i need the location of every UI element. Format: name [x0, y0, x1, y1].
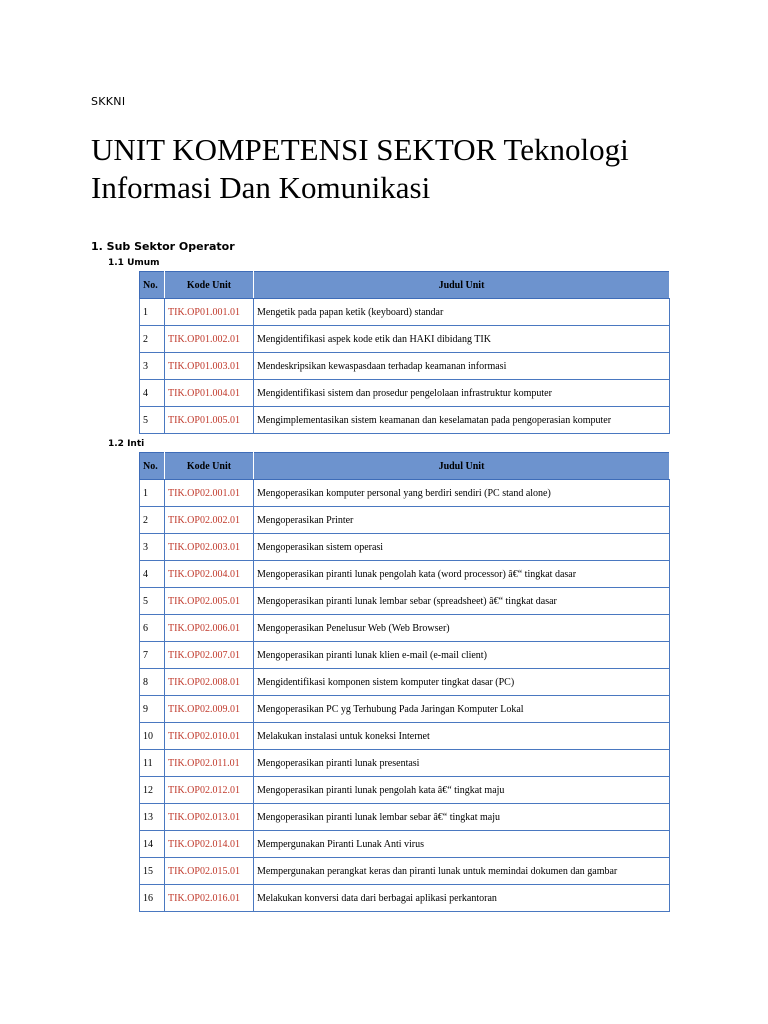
- table-row: [140, 407, 670, 434]
- table-row: [140, 534, 670, 561]
- cell-no: 11: [140, 750, 165, 777]
- subsection-heading-umum: 1.1 Umum: [108, 258, 160, 268]
- cell-no: 2: [140, 507, 165, 534]
- cell-judul-unit: Mengoperasikan piranti lunak pengolah kata (word processor) â€“ tingkat dasar: [254, 561, 670, 588]
- column-header-judul: Judul Unit: [254, 453, 670, 480]
- table-row: [140, 615, 670, 642]
- table-row: [140, 831, 670, 858]
- table-row: [140, 480, 670, 507]
- cell-judul-unit: Mengoperasikan PC yg Terhubung Pada Jaringan Komputer Lokal: [254, 696, 670, 723]
- table-row: [140, 507, 670, 534]
- cell-no: 1: [140, 480, 165, 507]
- cell-kode-unit: TIK.OP02.012.01: [165, 777, 254, 804]
- subsection-heading-inti: 1.2 Inti: [108, 439, 145, 449]
- cell-no: 13: [140, 804, 165, 831]
- table-row: [140, 777, 670, 804]
- cell-kode-unit: TIK.OP02.003.01: [165, 534, 254, 561]
- cell-kode-unit: TIK.OP02.004.01: [165, 561, 254, 588]
- cell-no: 15: [140, 858, 165, 885]
- cell-judul-unit: Mengoperasikan sistem operasi: [254, 534, 670, 561]
- cell-judul-unit: Mengoperasikan Penelusur Web (Web Browser): [254, 615, 670, 642]
- cell-judul-unit: Mengoperasikan Printer: [254, 507, 670, 534]
- cell-judul-unit: Mengimplementasikan sistem keamanan dan keselamatan pada pengoperasian komputer: [254, 407, 670, 434]
- table-row: [140, 353, 670, 380]
- cell-judul-unit: Mempergunakan Piranti Lunak Anti virus: [254, 831, 670, 858]
- cell-no: 3: [140, 353, 165, 380]
- table-row: [140, 750, 670, 777]
- cell-no: 6: [140, 615, 165, 642]
- units-table-inti: [139, 452, 670, 912]
- cell-kode-unit: TIK.OP01.002.01: [165, 326, 254, 353]
- table-row: [140, 588, 670, 615]
- table-row: [140, 885, 670, 912]
- cell-judul-unit: Mempergunakan perangkat keras dan piranti lunak untuk memindai dokumen dan gambar: [254, 858, 670, 885]
- brand-label: SKKNI: [91, 95, 126, 108]
- cell-judul-unit: Mengidentifikasi komponen sistem komputer tingkat dasar (PC): [254, 669, 670, 696]
- table-row: [140, 858, 670, 885]
- column-header-no: No.: [140, 272, 165, 299]
- cell-no: 1: [140, 299, 165, 326]
- column-header-judul: Judul Unit: [254, 272, 670, 299]
- cell-judul-unit: Mengoperasikan piranti lunak pengolah kata â€“ tingkat maju: [254, 777, 670, 804]
- cell-kode-unit: TIK.OP02.007.01: [165, 642, 254, 669]
- cell-no: 14: [140, 831, 165, 858]
- table-row: [140, 669, 670, 696]
- table-row: [140, 299, 670, 326]
- table-row: [140, 723, 670, 750]
- section-heading: 1. Sub Sektor Operator: [91, 240, 235, 253]
- cell-judul-unit: Melakukan instalasi untuk koneksi Internet: [254, 723, 670, 750]
- cell-judul-unit: Mengoperasikan piranti lunak presentasi: [254, 750, 670, 777]
- cell-kode-unit: TIK.OP02.016.01: [165, 885, 254, 912]
- column-header-kode: Kode Unit: [165, 272, 254, 299]
- cell-no: 5: [140, 588, 165, 615]
- cell-kode-unit: TIK.OP02.013.01: [165, 804, 254, 831]
- cell-kode-unit: TIK.OP01.003.01: [165, 353, 254, 380]
- table-row: [140, 561, 670, 588]
- table-row: [140, 326, 670, 353]
- table-row: [140, 804, 670, 831]
- cell-no: 3: [140, 534, 165, 561]
- cell-kode-unit: TIK.OP02.008.01: [165, 669, 254, 696]
- cell-judul-unit: Mengoperasikan piranti lunak klien e-mail (e-mail client): [254, 642, 670, 669]
- cell-judul-unit: Mengidentifikasi aspek kode etik dan HAKI dibidang TIK: [254, 326, 670, 353]
- cell-kode-unit: TIK.OP01.004.01: [165, 380, 254, 407]
- cell-no: 9: [140, 696, 165, 723]
- column-header-no: No.: [140, 453, 165, 480]
- table-row: [140, 696, 670, 723]
- cell-kode-unit: TIK.OP02.002.01: [165, 507, 254, 534]
- cell-no: 5: [140, 407, 165, 434]
- cell-no: 8: [140, 669, 165, 696]
- table-header-row: [140, 272, 670, 299]
- cell-no: 10: [140, 723, 165, 750]
- cell-no: 4: [140, 380, 165, 407]
- cell-kode-unit: TIK.OP02.010.01: [165, 723, 254, 750]
- cell-judul-unit: Mengoperasikan piranti lunak lembar sebar â€“ tingkat maju: [254, 804, 670, 831]
- cell-judul-unit: Mengoperasikan piranti lunak lembar sebar (spreadsheet) â€“ tingkat dasar: [254, 588, 670, 615]
- cell-judul-unit: Mengetik pada papan ketik (keyboard) standar: [254, 299, 670, 326]
- cell-kode-unit: TIK.OP01.001.01: [165, 299, 254, 326]
- cell-no: 16: [140, 885, 165, 912]
- cell-judul-unit: Mendeskripsikan kewaspasdaan terhadap keamanan informasi: [254, 353, 670, 380]
- table-row: [140, 380, 670, 407]
- cell-judul-unit: Mengidentifikasi sistem dan prosedur pengelolaan infrastruktur komputer: [254, 380, 670, 407]
- cell-kode-unit: TIK.OP02.006.01: [165, 615, 254, 642]
- table-header-row: [140, 453, 670, 480]
- cell-kode-unit: TIK.OP02.015.01: [165, 858, 254, 885]
- units-table-umum: [139, 271, 670, 434]
- cell-kode-unit: TIK.OP02.009.01: [165, 696, 254, 723]
- cell-kode-unit: TIK.OP02.005.01: [165, 588, 254, 615]
- cell-no: 12: [140, 777, 165, 804]
- cell-no: 7: [140, 642, 165, 669]
- cell-kode-unit: TIK.OP02.014.01: [165, 831, 254, 858]
- cell-judul-unit: Melakukan konversi data dari berbagai aplikasi perkantoran: [254, 885, 670, 912]
- cell-kode-unit: TIK.OP02.011.01: [165, 750, 254, 777]
- cell-judul-unit: Mengoperasikan komputer personal yang berdiri sendiri (PC stand alone): [254, 480, 670, 507]
- cell-kode-unit: TIK.OP02.001.01: [165, 480, 254, 507]
- cell-kode-unit: TIK.OP01.005.01: [165, 407, 254, 434]
- cell-no: 4: [140, 561, 165, 588]
- table-row: [140, 642, 670, 669]
- column-header-kode: Kode Unit: [165, 453, 254, 480]
- cell-no: 2: [140, 326, 165, 353]
- page-title: UNIT KOMPETENSI SEKTOR Teknologi Informasi Dan Komunikasi: [91, 132, 629, 205]
